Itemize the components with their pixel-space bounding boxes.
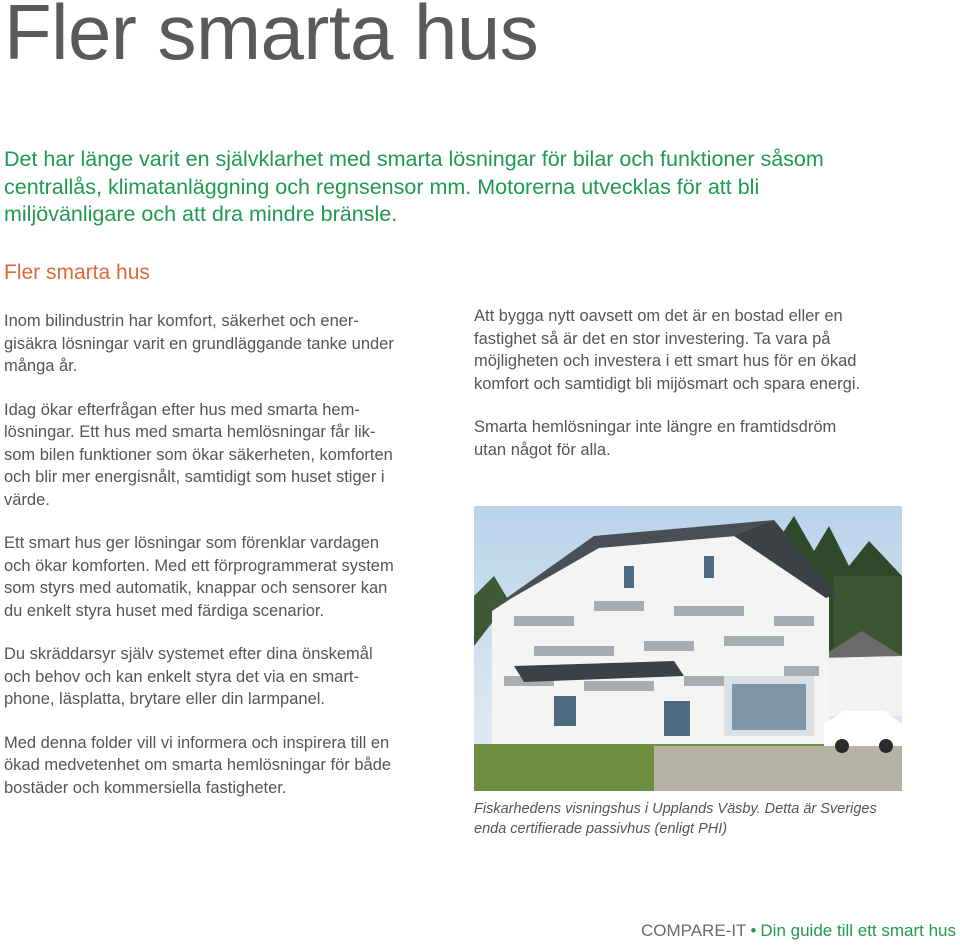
body-paragraph: Med denna folder vill vi informera och inspirera till en ökad medvetenhet om smarta hemlösningar för både bostäder och kommersiella fastigheter. [4,733,392,797]
body-paragraph: Att bygga nytt oavsett om det är en bostad eller en fastighet så är det en stor investering. Ta vara på möjligheten och investera i ett smart hus för en ökad komfort och samtidigt bli mijösmart och spara energi. [474,307,861,393]
body-paragraph: Smarta hemlösningar inte längre en framtidsdröm utan något för alla. [474,418,837,459]
left-column-top [4,310,444,532]
body-paragraph: Inom bilindustrin har komfort, säkerhet och ener- gisäkra lösningar varit en grundläggande tanke under många år. [4,312,394,375]
body-paragraph: Ett smart hus ger lösningar som förenklar vardagen och ökar komforten. Med ett förprogrammerat system som styrs med automatik, knappar och sensorer kan du enkelt styra huset med färdiga scenarior. [4,534,394,620]
house-photo [474,506,902,791]
right-column [474,305,954,482]
footer [641,920,956,942]
footer-separator: • [750,921,757,940]
page-title: Fler smarta hus [4,0,539,76]
footer-tagline: Din guide till ett smart hus [760,921,956,940]
section-heading: Fler smarta hus [4,261,150,284]
photo-caption: Fiskarhedens visningshus i Upplands Väsby. Detta är Sveriges enda certifierade passivhus (enligt PHI) [474,801,877,837]
left-column-bottom [4,532,444,820]
footer-brand: COMPARE-IT [640,921,747,940]
intro-paragraph: Det har länge varit en självklarhet med smarta lösningar för bilar och funktioner såsom centrallås, klimatanläggning och regnsensor mm. Motorerna utvecklas för att bli miljövänligare och att dra mindre bränsle. [4,147,824,226]
body-paragraph: Idag ökar efterfrågan efter hus med smarta hem- lösningar. Ett hus med smarta hemlösningar får lik- som bilen funktioner som ökar säkerheten, komforten och blir mer energisnålt, samtidigt som huset stiger i värde. [4,400,393,509]
body-paragraph: Du skräddarsyr själv systemet efter dina önskemål och behov och kan enkelt styra det via en smart- phone, läsplatta, brytare eller din larmpanel. [4,645,373,708]
